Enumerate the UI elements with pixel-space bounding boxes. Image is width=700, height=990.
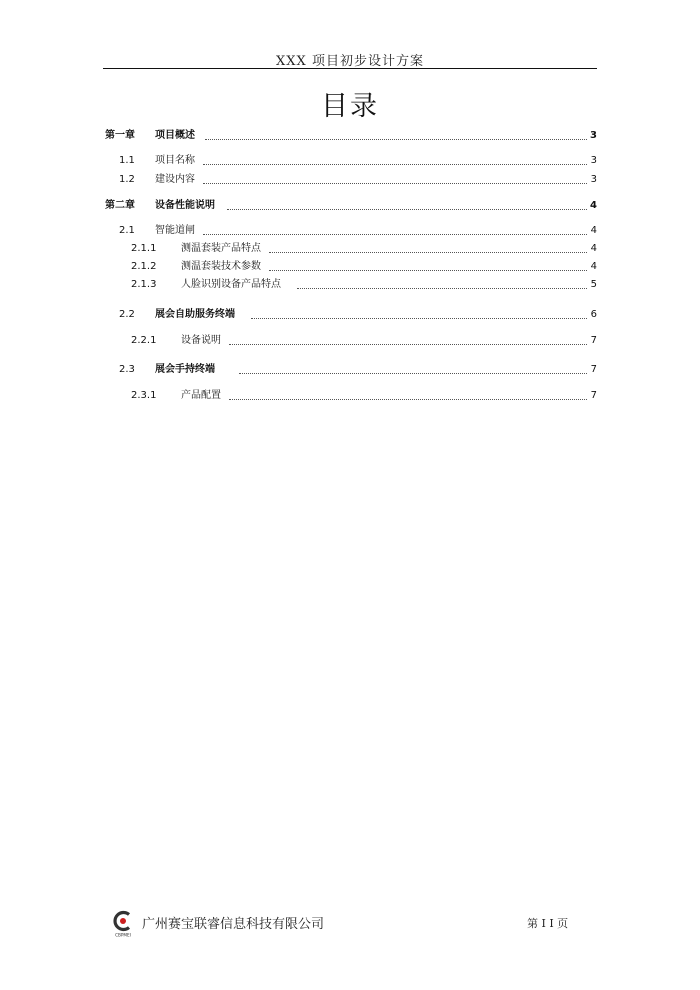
company-logo-text: CBPMEI — [115, 932, 131, 938]
toc-entry-2-1-1[interactable] — [103, 242, 597, 256]
toc-entry-2-1-2[interactable] — [103, 260, 597, 274]
toc-dot-leader — [203, 183, 587, 184]
toc-dot-leader — [227, 209, 587, 210]
toc-dot-leader — [239, 373, 587, 374]
toc-entry-page: 7 — [590, 335, 597, 346]
toc-entry-page: 6 — [590, 309, 597, 320]
toc-entry-title: 智能道闸 — [155, 225, 195, 236]
footer-company-name: 广州赛宝联睿信息科技有限公司 — [142, 917, 325, 932]
toc-entry-page: 4 — [590, 225, 597, 236]
toc-entry-chapter-2[interactable] — [103, 199, 597, 213]
toc-entry-number: 2.1.1 — [131, 243, 157, 254]
toc-entry-title: 测温套装技术参数 — [181, 261, 261, 272]
toc-entry-number: 1.1 — [119, 155, 135, 166]
toc-entry-page: 5 — [590, 279, 597, 290]
toc-entry-2-3-1[interactable] — [103, 389, 597, 403]
toc-entry-title: 人脸识别设备产品特点 — [181, 279, 281, 290]
company-logo-icon — [112, 910, 134, 938]
toc-entry-2-1-3[interactable] — [103, 278, 597, 292]
toc-entry-title: 设备性能说明 — [155, 200, 215, 211]
toc-dot-leader — [269, 252, 587, 253]
toc-dot-leader — [251, 318, 587, 319]
footer-page-number: 第 I I 页 — [527, 917, 569, 930]
toc-entry-number: 2.3.1 — [131, 390, 157, 401]
toc-entry-number: 2.2 — [119, 309, 135, 320]
toc-dot-leader — [203, 164, 587, 165]
toc-entry-number: 第二章 — [105, 200, 135, 211]
toc-entry-page: 3 — [590, 130, 597, 141]
toc-dot-leader — [269, 270, 587, 271]
toc-dot-leader — [229, 344, 587, 345]
toc-dot-leader — [203, 234, 587, 235]
toc-entry-2-3[interactable] — [103, 363, 597, 377]
toc-dot-leader — [205, 139, 587, 140]
toc-entry-1-2[interactable] — [103, 173, 597, 187]
toc-entry-page: 3 — [590, 174, 597, 185]
toc-entry-page: 4 — [590, 200, 597, 211]
toc-entry-title: 项目名称 — [155, 155, 195, 166]
toc-entry-number: 1.2 — [119, 174, 135, 185]
toc-entry-number: 2.3 — [119, 364, 135, 375]
toc-entry-2-1[interactable] — [103, 224, 597, 238]
toc-entry-title: 展会手持终端 — [155, 364, 215, 375]
toc-entry-page: 7 — [590, 390, 597, 401]
toc-entry-2-2-1[interactable] — [103, 334, 597, 348]
toc-entry-number: 2.1.2 — [131, 261, 157, 272]
toc-entry-number: 2.1.3 — [131, 279, 157, 290]
toc-entry-title: 产品配置 — [181, 390, 221, 401]
toc-entry-title: 项目概述 — [155, 130, 195, 141]
toc-entry-1-1[interactable] — [103, 154, 597, 168]
toc-entry-page: 4 — [590, 261, 597, 272]
toc-entry-title: 测温套装产品特点 — [181, 243, 261, 254]
toc-entry-page: 3 — [590, 155, 597, 166]
document-header-title: XXX 项目初步设计方案 — [276, 54, 424, 69]
toc-entry-2-2[interactable] — [103, 308, 597, 322]
toc-dot-leader — [297, 288, 587, 289]
toc-entry-chapter-1[interactable] — [103, 129, 597, 143]
toc-entry-number: 2.1 — [119, 225, 135, 236]
toc-dot-leader — [229, 399, 587, 400]
toc-entry-title: 设备说明 — [181, 335, 221, 346]
toc-entry-page: 7 — [590, 364, 597, 375]
toc-entry-title: 建设内容 — [155, 174, 195, 185]
toc-entry-number: 第一章 — [105, 130, 135, 141]
toc-entry-number: 2.2.1 — [131, 335, 157, 346]
table-of-contents — [103, 0, 597, 990]
toc-entry-page: 4 — [590, 243, 597, 254]
toc-heading: 目录 — [321, 91, 379, 122]
toc-entry-title: 展会自助服务终端 — [155, 309, 235, 320]
